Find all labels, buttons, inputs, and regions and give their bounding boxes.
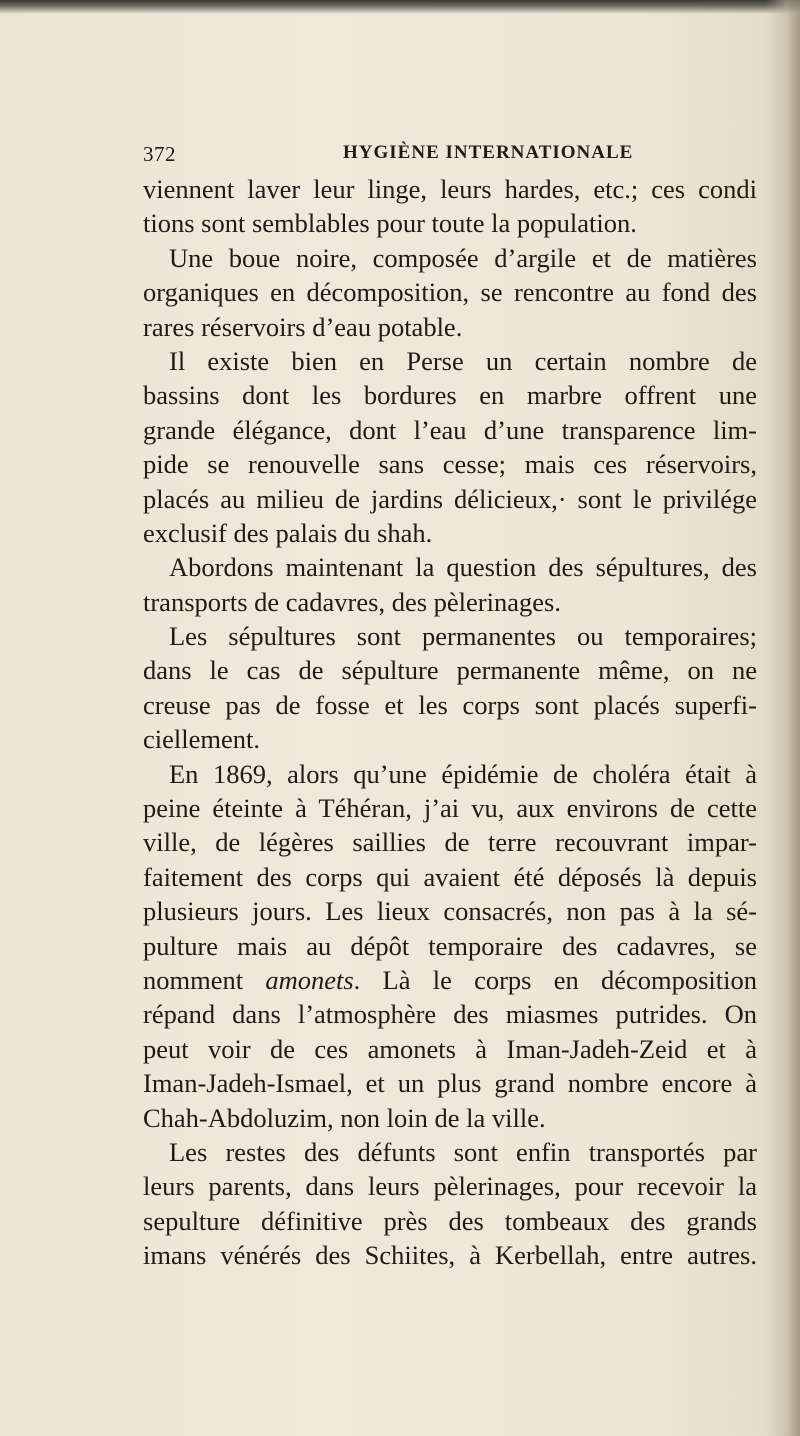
text-line: exclusif des palais du shah. xyxy=(143,517,433,548)
text-line: Une boue noire, composée d’argile et de matières xyxy=(169,242,757,273)
text-line: En 1869, alors qu’une épidémie de choléra était à xyxy=(169,758,757,789)
text-line: bassins dont les bordures en marbre offrent une xyxy=(143,380,757,411)
text-line: Iman-Jadeh-Ismael, et un plus grand nombre encore à xyxy=(143,1068,757,1099)
text-line: rares réservoirs d’eau potable. xyxy=(143,311,463,342)
page-number: 372 xyxy=(143,142,176,166)
text-segment: . Là le corps en décomposition xyxy=(353,964,757,995)
text-line: ville, de légères saillies de terre recouvrant impar- xyxy=(143,827,757,858)
text-line: viennent laver leur linge, leurs hardes, etc.; ces condi xyxy=(143,174,757,204)
scan-top-edge xyxy=(0,0,800,14)
text-line: organiques en décomposition, se rencontre au fond des xyxy=(143,277,757,308)
text-line: Les restes des défunts sont enfin transportés par xyxy=(169,1136,757,1167)
body-text xyxy=(143,172,757,1273)
text-line: grande élégance, dont l’eau d’une transparence lim- xyxy=(143,414,757,445)
text-line: Les sépultures sont permanentes ou temporaires; xyxy=(169,621,757,652)
text-line: sepulture définitive près des tombeaux des grands xyxy=(143,1205,757,1236)
text-line: faitement des corps qui avaient été déposés là depuis xyxy=(143,861,757,892)
text-line: pulture mais au dépôt temporaire des cadavres, se xyxy=(143,930,757,961)
text-line: dans le cas de sépulture permanente même, on ne xyxy=(143,655,757,686)
text-segment: nomment xyxy=(143,964,266,995)
text-line: peine éteinte à Téhéran, j’ai vu, aux environs de cette xyxy=(143,793,757,824)
text-line: ciellement. xyxy=(143,724,260,755)
text-line-with-italic xyxy=(143,963,757,997)
page-header xyxy=(143,142,755,170)
text-line: placés au milieu de jardins délicieux,· sont le privilége xyxy=(143,483,757,514)
text-line: imans vénérés des Schiites, à Kerbellah, entre autres. xyxy=(143,1240,757,1271)
text-line: creuse pas de fosse et les corps sont placés superfi- xyxy=(143,689,757,720)
text-line: leurs parents, dans leurs pèlerinages, pour recevoir la xyxy=(143,1171,757,1202)
text-line: Il existe bien en Perse un certain nombre de xyxy=(169,345,757,376)
text-line: Chah-Abdoluzim, non loin de la ville. xyxy=(143,1102,546,1133)
text-line: répand dans l’atmosphère des miasmes putrides. On xyxy=(143,999,757,1030)
scan-right-edge xyxy=(766,0,800,1436)
text-line: transports de cadavres, des pèlerinages. xyxy=(143,586,561,617)
text-line: pide se renouvelle sans cesse; mais ces réservoirs, xyxy=(143,449,757,480)
running-title: HYGIÈNE INTERNATIONALE xyxy=(343,142,634,163)
text-line: peut voir de ces amonets à Iman-Jadeh-Zeid et à xyxy=(143,1033,757,1064)
text-line: plusieurs jours. Les lieux consacrés, non pas à la sé- xyxy=(143,896,757,927)
text-line: Abordons maintenant la question des sépultures, des xyxy=(169,552,757,583)
text-line: tions sont semblables pour toute la population. xyxy=(143,208,637,239)
italic-term: amonets xyxy=(265,964,354,995)
